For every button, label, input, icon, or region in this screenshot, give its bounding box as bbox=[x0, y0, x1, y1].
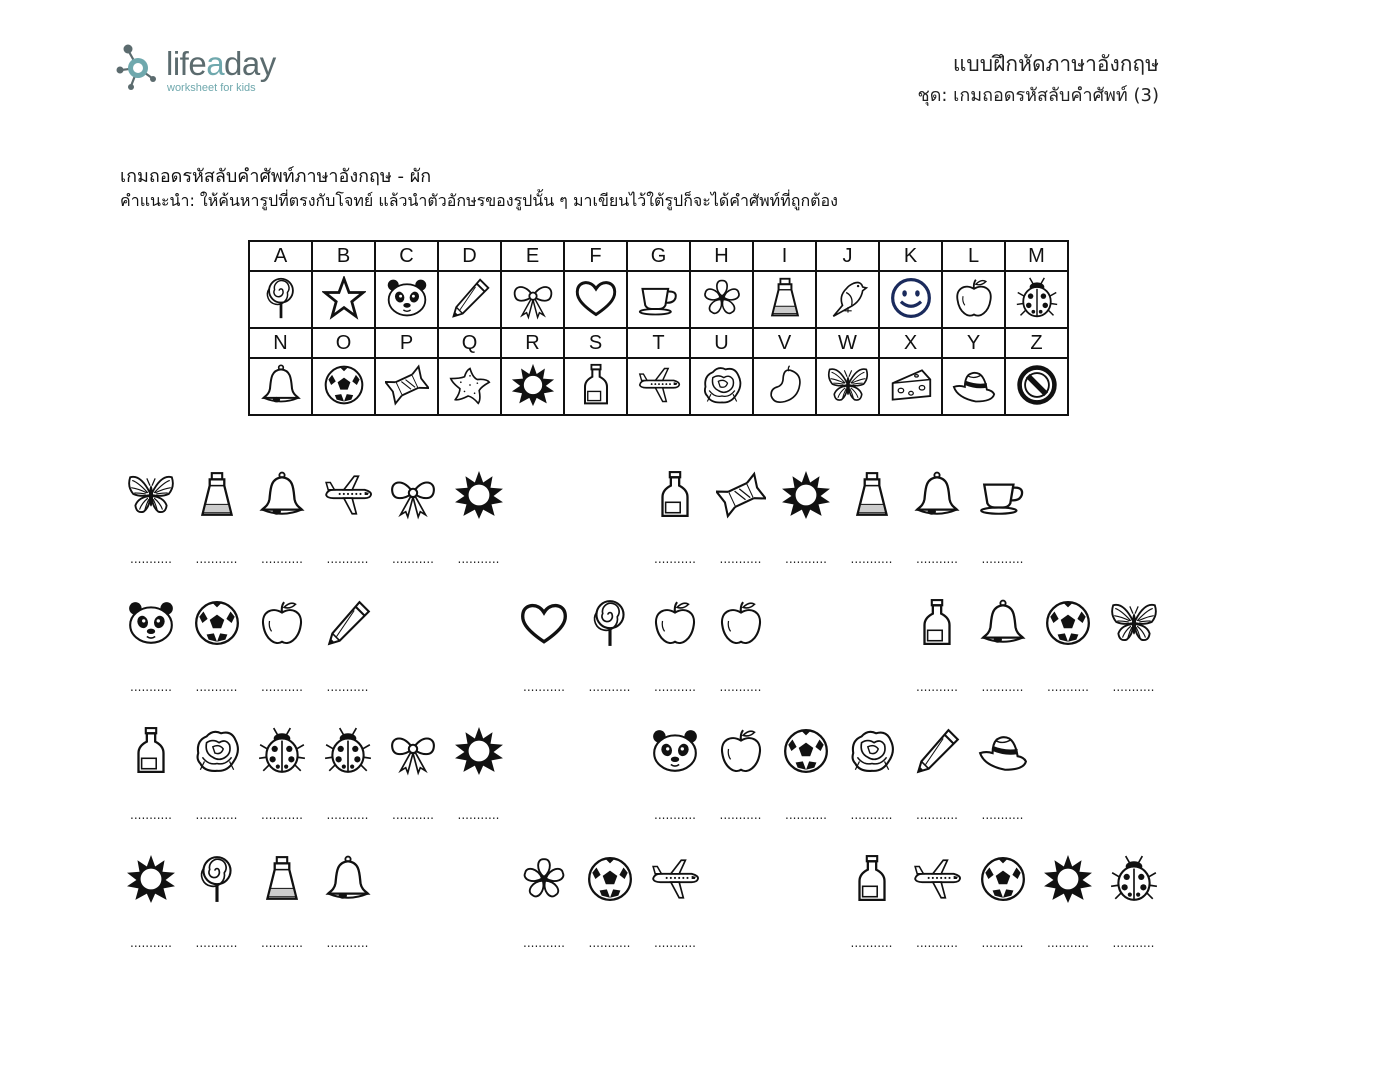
answer-blank[interactable]: ........... bbox=[916, 680, 958, 694]
key-letter: H bbox=[690, 241, 753, 271]
soccer-ball-icon bbox=[978, 854, 1028, 904]
puzzle-picture bbox=[973, 470, 1033, 522]
soccer-ball-icon bbox=[781, 726, 831, 776]
key-icon-cell bbox=[627, 271, 690, 328]
instruction-text: คำแนะนำ: ให้ค้นหารูปที่ตรงกับโจทย์ แล้วนำตัวอักษรของรูปนั้น ๆ มาเขียนไว้ใต้รูปก็จะได้คำศัพท์ที่ถูกต้อง bbox=[120, 191, 838, 210]
bell-icon bbox=[912, 470, 962, 520]
sun-icon bbox=[126, 854, 176, 904]
answer-blank[interactable]: ........... bbox=[654, 936, 696, 950]
puzzle-picture bbox=[1038, 854, 1098, 906]
key-icon-cell bbox=[375, 271, 438, 328]
cabbage-icon bbox=[700, 363, 744, 407]
airplane-icon bbox=[323, 470, 373, 520]
puzzle-picture bbox=[645, 854, 705, 906]
key-letter: S bbox=[564, 328, 627, 358]
key-icon-cell bbox=[627, 358, 690, 415]
answer-blank[interactable]: ........... bbox=[981, 936, 1024, 950]
worksheet-title: แบบฝึกหัดภาษาอังกฤษ bbox=[952, 52, 1159, 76]
key-icon-cell bbox=[816, 358, 879, 415]
key-icon-cell bbox=[564, 271, 627, 328]
sun-icon bbox=[511, 363, 555, 407]
answer-blank[interactable]: ........... bbox=[392, 552, 434, 566]
heart-icon bbox=[519, 598, 569, 648]
game-title: เกมถอดรหัสลับคำศัพท์ภาษาอังกฤษ - ผัก bbox=[120, 166, 432, 187]
lollipop-icon bbox=[192, 854, 242, 904]
hat-icon bbox=[978, 726, 1028, 776]
key-letter: Z bbox=[1005, 328, 1068, 358]
key-letter: M bbox=[1005, 241, 1068, 271]
bell-icon bbox=[257, 470, 307, 520]
flask-icon bbox=[192, 470, 242, 520]
answer-blank[interactable]: ........... bbox=[195, 936, 238, 950]
puzzle-picture bbox=[907, 598, 967, 650]
key-icon-cell bbox=[879, 271, 942, 328]
puzzle-picture bbox=[187, 470, 247, 522]
answer-blank[interactable]: ........... bbox=[1112, 936, 1155, 950]
answer-blank[interactable]: ........... bbox=[326, 680, 369, 694]
logo-tagline: worksheet for kids bbox=[167, 82, 256, 94]
butterfly-icon bbox=[1109, 598, 1159, 648]
key-icon-cell bbox=[501, 358, 564, 415]
key-letter: B bbox=[312, 241, 375, 271]
bow-icon bbox=[511, 276, 555, 320]
soccer-ball-icon bbox=[585, 854, 635, 904]
airplane-icon bbox=[912, 854, 962, 904]
lollipop-icon bbox=[585, 598, 635, 648]
key-letter: E bbox=[501, 241, 564, 271]
starfish-icon bbox=[448, 363, 492, 407]
key-icon-cell bbox=[690, 271, 753, 328]
key-letter: R bbox=[501, 328, 564, 358]
puzzle-picture bbox=[252, 470, 312, 522]
puzzle-picture bbox=[383, 470, 443, 522]
answer-blank[interactable]: ........... bbox=[654, 552, 696, 566]
answer-blank[interactable]: ........... bbox=[1047, 680, 1089, 694]
key-icon-cell bbox=[438, 271, 501, 328]
bottle-icon bbox=[574, 363, 618, 407]
answer-blank[interactable]: ........... bbox=[785, 552, 827, 566]
answer-blank[interactable]: ........... bbox=[261, 552, 303, 566]
cup-icon bbox=[637, 276, 681, 320]
cabbage-icon bbox=[192, 726, 242, 776]
airplane-icon bbox=[637, 363, 681, 407]
key-icon-cell bbox=[816, 271, 879, 328]
apple-icon bbox=[716, 598, 766, 648]
bell-icon bbox=[323, 854, 373, 904]
answer-blank[interactable]: ........... bbox=[130, 936, 172, 950]
bird-icon bbox=[826, 276, 870, 320]
soccer-ball-icon bbox=[1043, 598, 1093, 648]
key-letter: D bbox=[438, 241, 501, 271]
answer-blank[interactable]: ........... bbox=[850, 936, 893, 950]
answer-blank[interactable]: ........... bbox=[654, 680, 696, 694]
key-icon-cell bbox=[942, 271, 1005, 328]
key-letter: J bbox=[816, 241, 879, 271]
key-letter: Y bbox=[942, 328, 1005, 358]
answer-blank[interactable]: ........... bbox=[261, 808, 303, 822]
answer-blank[interactable]: ........... bbox=[195, 680, 238, 694]
sun-icon bbox=[454, 726, 504, 776]
puzzle-picture bbox=[776, 726, 836, 778]
ladybug-icon bbox=[257, 726, 307, 776]
answer-blank[interactable]: ........... bbox=[130, 680, 172, 694]
cup-icon bbox=[978, 470, 1028, 520]
answer-blank[interactable]: ........... bbox=[326, 808, 369, 822]
key-icon-cell bbox=[312, 271, 375, 328]
sun-icon bbox=[781, 470, 831, 520]
ladybug-icon bbox=[323, 726, 373, 776]
puzzle-picture bbox=[187, 726, 247, 778]
key-letter-row bbox=[249, 328, 1068, 358]
flower-icon bbox=[519, 854, 569, 904]
key-icon-cell bbox=[1005, 271, 1068, 328]
puzzle-picture bbox=[645, 470, 705, 522]
puzzle-picture bbox=[187, 854, 247, 906]
answer-blank[interactable]: ........... bbox=[130, 808, 172, 822]
key-icon-cell bbox=[753, 358, 816, 415]
answer-blank[interactable]: ........... bbox=[261, 680, 303, 694]
key-letter: Q bbox=[438, 328, 501, 358]
hat-icon bbox=[952, 363, 996, 407]
key-letter: X bbox=[879, 328, 942, 358]
key-icon-cell bbox=[942, 358, 1005, 415]
soccer-ball-icon bbox=[322, 363, 366, 407]
key-icon-row bbox=[249, 271, 1068, 328]
key-icon-cell bbox=[564, 358, 627, 415]
panda-icon bbox=[650, 726, 700, 776]
key-letter: P bbox=[375, 328, 438, 358]
answer-blank[interactable]: ........... bbox=[523, 936, 565, 950]
bell-icon bbox=[259, 363, 303, 407]
puzzle-picture bbox=[973, 854, 1033, 906]
bottle-icon bbox=[912, 598, 962, 648]
key-letter: K bbox=[879, 241, 942, 271]
puzzle-picture bbox=[252, 854, 312, 906]
answer-blank[interactable]: ........... bbox=[588, 936, 631, 950]
cabbage-icon bbox=[847, 726, 897, 776]
sun-icon bbox=[454, 470, 504, 520]
puzzle-picture bbox=[252, 726, 312, 778]
ladybug-icon bbox=[1109, 854, 1159, 904]
key-icon-cell bbox=[312, 358, 375, 415]
panda-icon bbox=[385, 276, 429, 320]
key-icon-cell bbox=[879, 358, 942, 415]
answer-blank[interactable]: ........... bbox=[916, 552, 958, 566]
answer-blank[interactable]: ........... bbox=[1047, 936, 1089, 950]
answer-blank[interactable]: ........... bbox=[785, 808, 827, 822]
butterfly-icon bbox=[826, 363, 870, 407]
key-icon-cell bbox=[249, 358, 312, 415]
apple-icon bbox=[257, 598, 307, 648]
answer-blank[interactable]: ........... bbox=[981, 680, 1024, 694]
key-icon-cell bbox=[438, 358, 501, 415]
butterfly-icon bbox=[126, 470, 176, 520]
key-letter: N bbox=[249, 328, 312, 358]
answer-blank[interactable]: ........... bbox=[326, 552, 369, 566]
puzzle-picture bbox=[514, 598, 574, 650]
puzzle-picture bbox=[318, 854, 378, 906]
pencil-icon bbox=[912, 726, 962, 776]
puzzle-picture bbox=[973, 598, 1033, 650]
key-letter: C bbox=[375, 241, 438, 271]
answer-blank[interactable]: ........... bbox=[719, 552, 762, 566]
apple-icon bbox=[650, 598, 700, 648]
answer-blank[interactable]: ........... bbox=[195, 552, 238, 566]
logo-wordmark: lifeaday bbox=[166, 45, 276, 82]
panda-icon bbox=[126, 598, 176, 648]
key-icon-cell bbox=[1005, 358, 1068, 415]
bow-icon bbox=[388, 470, 438, 520]
pencil-icon bbox=[448, 276, 492, 320]
bottle-icon bbox=[847, 854, 897, 904]
flask-icon bbox=[257, 854, 307, 904]
star-icon bbox=[322, 276, 366, 320]
key-icon-row bbox=[249, 358, 1068, 415]
ladybug-icon bbox=[1015, 276, 1059, 320]
soccer-ball-icon bbox=[192, 598, 242, 648]
puzzle-picture bbox=[318, 470, 378, 522]
bottle-icon bbox=[126, 726, 176, 776]
key-letter: V bbox=[753, 328, 816, 358]
answer-blank[interactable]: ........... bbox=[850, 808, 893, 822]
key-letter: I bbox=[753, 241, 816, 271]
answer-blank[interactable]: ........... bbox=[523, 680, 565, 694]
answer-blank[interactable]: ........... bbox=[457, 552, 500, 566]
flask-icon bbox=[763, 276, 807, 320]
answer-blank[interactable]: ........... bbox=[392, 808, 434, 822]
puzzle-picture bbox=[121, 854, 181, 906]
puzzle-picture bbox=[318, 726, 378, 778]
pencil-icon bbox=[323, 598, 373, 648]
key-icon-cell bbox=[375, 358, 438, 415]
puzzle-picture bbox=[907, 470, 967, 522]
puzzle-picture bbox=[318, 598, 378, 650]
key-icon-cell bbox=[249, 271, 312, 328]
puzzle-picture bbox=[907, 726, 967, 778]
puzzle-picture bbox=[842, 726, 902, 778]
key-letter: U bbox=[690, 328, 753, 358]
puzzle-picture bbox=[1104, 854, 1164, 906]
puzzle-picture bbox=[580, 598, 640, 650]
answer-blank[interactable]: ........... bbox=[1112, 680, 1155, 694]
puzzle-picture bbox=[645, 598, 705, 650]
puzzle-picture bbox=[580, 854, 640, 906]
puzzle-picture bbox=[252, 598, 312, 650]
bow-icon bbox=[388, 726, 438, 776]
logo-molecule-icon bbox=[116, 42, 162, 94]
answer-blank[interactable]: ........... bbox=[588, 680, 631, 694]
key-letter: T bbox=[627, 328, 690, 358]
puzzle-picture bbox=[514, 854, 574, 906]
answer-blank[interactable]: ........... bbox=[981, 552, 1024, 566]
answer-blank[interactable]: ........... bbox=[719, 680, 762, 694]
key-letter: F bbox=[564, 241, 627, 271]
key-letter: G bbox=[627, 241, 690, 271]
answer-blank[interactable]: ........... bbox=[195, 808, 238, 822]
key-icon-cell bbox=[753, 271, 816, 328]
answer-blank[interactable]: ........... bbox=[916, 936, 958, 950]
smiley-icon bbox=[889, 276, 933, 320]
puzzle-picture bbox=[121, 726, 181, 778]
puzzle-picture bbox=[645, 726, 705, 778]
puzzle-picture bbox=[711, 598, 771, 650]
puzzle-picture bbox=[449, 726, 509, 778]
puzzle-picture bbox=[187, 598, 247, 650]
puzzle-picture bbox=[121, 598, 181, 650]
answer-blank[interactable]: ........... bbox=[981, 808, 1024, 822]
answer-blank[interactable]: ........... bbox=[261, 936, 303, 950]
key-letter: O bbox=[312, 328, 375, 358]
puzzle-picture bbox=[1104, 598, 1164, 650]
apple-icon bbox=[952, 276, 996, 320]
cipher-key-table bbox=[248, 240, 1069, 416]
lollipop-icon bbox=[259, 276, 303, 320]
sun-icon bbox=[1043, 854, 1093, 904]
puzzle-picture bbox=[383, 726, 443, 778]
lifeaday-logo[interactable] bbox=[116, 42, 316, 98]
candy-icon bbox=[385, 363, 429, 407]
puzzle-picture bbox=[1038, 598, 1098, 650]
key-letter-row bbox=[249, 241, 1068, 271]
apple-icon bbox=[716, 726, 766, 776]
puzzle-picture bbox=[842, 854, 902, 906]
flask-icon bbox=[847, 470, 897, 520]
key-letter: A bbox=[249, 241, 312, 271]
key-icon-cell bbox=[690, 358, 753, 415]
heart-icon bbox=[574, 276, 618, 320]
flower-icon bbox=[700, 276, 744, 320]
puzzle-picture bbox=[121, 470, 181, 522]
answer-blank[interactable]: ........... bbox=[457, 808, 500, 822]
airplane-icon bbox=[650, 854, 700, 904]
puzzle-picture bbox=[776, 470, 836, 522]
puzzle-picture bbox=[711, 726, 771, 778]
answer-blank[interactable]: ........... bbox=[130, 552, 172, 566]
puzzle-picture bbox=[449, 470, 509, 522]
candy-icon bbox=[716, 470, 766, 520]
no-sign-icon bbox=[1015, 363, 1059, 407]
answer-blank[interactable]: ........... bbox=[916, 808, 958, 822]
puzzle-picture bbox=[842, 470, 902, 522]
answer-blank[interactable]: ........... bbox=[719, 808, 762, 822]
mango-icon bbox=[763, 363, 807, 407]
puzzle-picture bbox=[711, 470, 771, 522]
worksheet-subtitle: ชุด: เกมถอดรหัสลับคำศัพท์ (3) bbox=[917, 85, 1159, 106]
answer-blank[interactable]: ........... bbox=[654, 808, 696, 822]
puzzle-picture bbox=[907, 854, 967, 906]
cheese-icon bbox=[889, 363, 933, 407]
key-icon-cell bbox=[501, 271, 564, 328]
bottle-icon bbox=[650, 470, 700, 520]
answer-blank[interactable]: ........... bbox=[850, 552, 893, 566]
answer-blank[interactable]: ........... bbox=[326, 936, 369, 950]
puzzle-picture bbox=[973, 726, 1033, 778]
key-letter: W bbox=[816, 328, 879, 358]
bell-icon bbox=[978, 598, 1028, 648]
key-letter: L bbox=[942, 241, 1005, 271]
